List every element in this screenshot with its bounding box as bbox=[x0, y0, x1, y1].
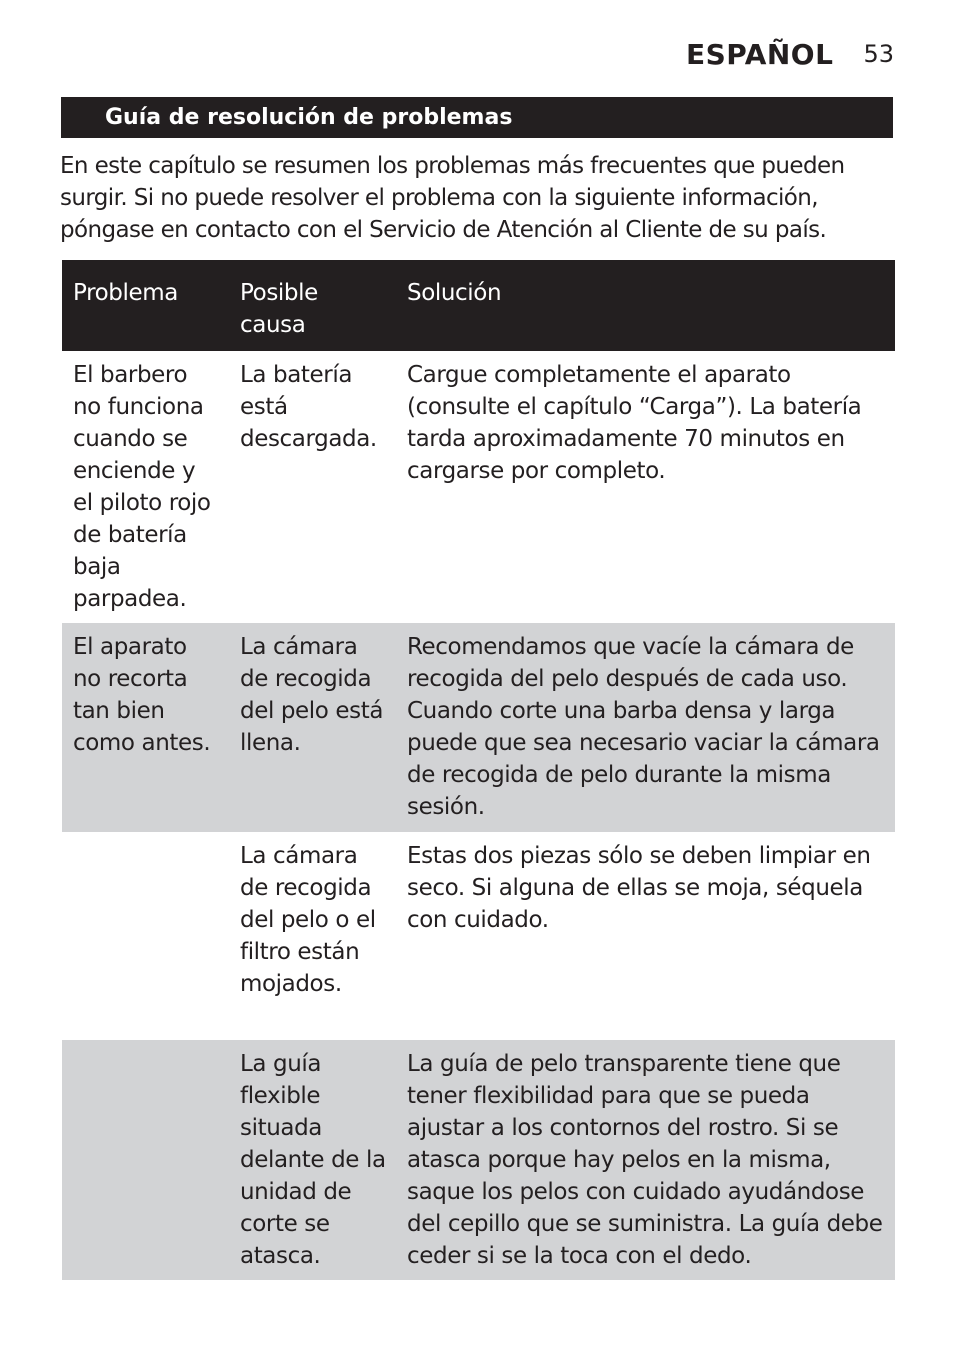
troubleshooting-table bbox=[62, 260, 895, 1280]
problem-cell bbox=[62, 832, 229, 1040]
section-title: Guía de resolución de problemas bbox=[105, 105, 513, 130]
solution-cell: Recomendamos que vacíe la cámara de recogida del pelo después de cada uso. Cuando corte una barba densa y larga puede que sea necesario vaciar la cámara de recogida de pelo durante la misma sesión. bbox=[396, 623, 895, 832]
cause-cell: La cámara de recogida del pelo está llena. bbox=[229, 623, 396, 832]
column-header-cause: Posible causa bbox=[229, 260, 396, 351]
solution-cell: Estas dos piezas sólo se deben limpiar en seco. Si alguna de ellas se moja, séquela con cuidado. bbox=[407, 843, 871, 933]
problem-cell: El barbero no funciona cuando se enciende y el piloto rojo de batería baja parpadea. bbox=[73, 362, 211, 612]
language-title: ESPAÑOL bbox=[685, 37, 834, 71]
table-row bbox=[62, 1040, 895, 1280]
solution-cell: Cargue completamente el aparato (consulte el capítulo “Carga”). La batería tarda aproximadamente 70 minutos en cargarse por completo. bbox=[407, 362, 862, 484]
solution-cell: La guía de pelo transparente tiene que tener flexibilidad para que se pueda ajustar a los contornos del rostro. Si se atasca porque hay pelos en la misma, saque los pelos con cuidado ayudándose del cepillo que se suministra. La guía debe ceder si se la toca con el dedo. bbox=[396, 1040, 895, 1280]
column-header-problem: Problema bbox=[62, 260, 229, 351]
page-header bbox=[686, 32, 894, 76]
table-row bbox=[62, 832, 895, 1040]
section-heading-bar bbox=[61, 97, 893, 138]
problem-cell: El aparato no recorta tan bien como antes. bbox=[62, 623, 229, 832]
page-number: 53 bbox=[863, 40, 894, 68]
table-row bbox=[62, 351, 895, 623]
cause-cell: La cámara de recogida del pelo o el filtro están mojados. bbox=[240, 843, 376, 997]
table-row bbox=[62, 623, 895, 832]
table-header-row bbox=[62, 260, 895, 351]
cause-cell: La batería está descargada. bbox=[240, 362, 377, 452]
problem-cell bbox=[62, 1040, 229, 1280]
column-header-solution: Solución bbox=[396, 260, 895, 351]
cause-cell: La guía flexible situada delante de la unidad de corte se atasca. bbox=[229, 1040, 396, 1280]
intro-paragraph: En este capítulo se resumen los problemas más frecuentes que pueden surgir. Si no puede resolver el problema con la siguiente información, póngase en contacto con el Servicio de Atención al Cliente de su país. bbox=[60, 153, 845, 243]
